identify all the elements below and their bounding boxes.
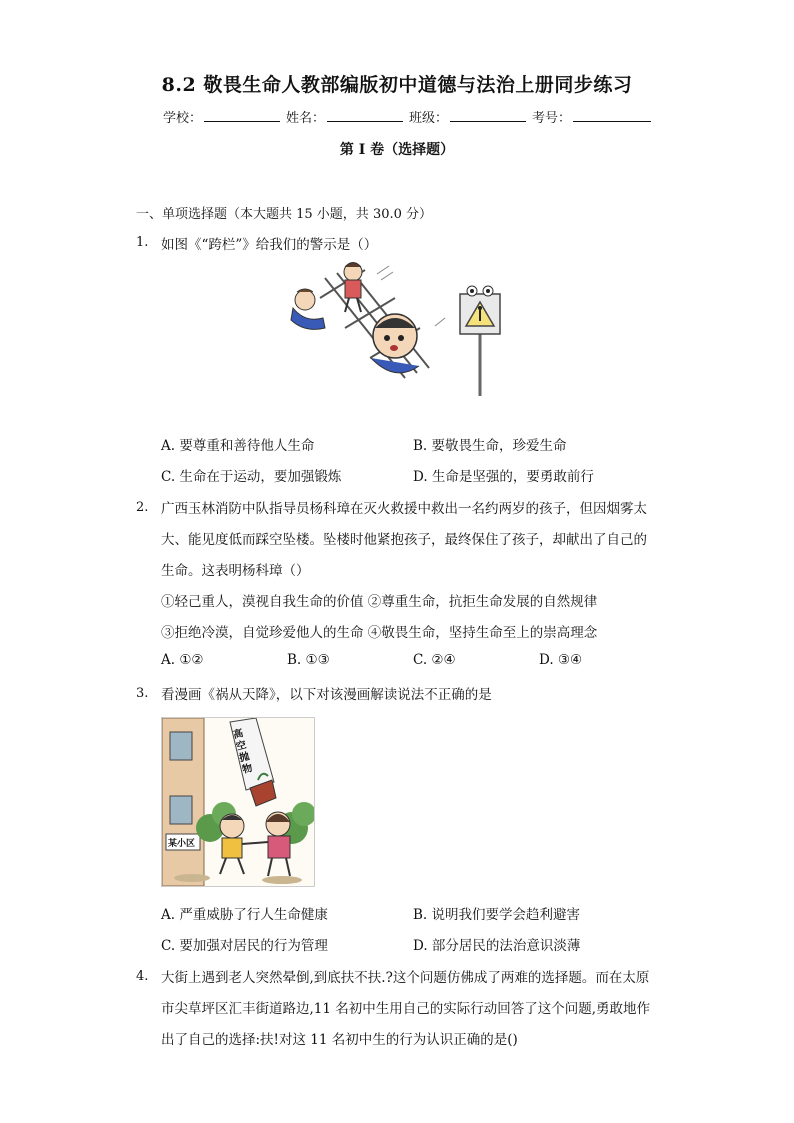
question-text-line: 广西玉林消防中队指导员杨科璋在灭火救援中救出一名约两岁的孩子，但因烟雾太 bbox=[161, 501, 647, 517]
option-b[interactable]: B. ①③ bbox=[287, 652, 330, 668]
question-number: 4. bbox=[136, 969, 149, 984]
name-label: 姓名： bbox=[286, 111, 326, 126]
question-number: 3. bbox=[136, 686, 149, 701]
question-text-line: 出了自己的选择:扶!对这 11 名初中生的行为认识正确的是() bbox=[161, 1032, 518, 1048]
option-b[interactable]: B. 要敬畏生命，珍爱生命 bbox=[413, 438, 567, 454]
option-c[interactable]: C. 生命在于运动，要加强锻炼 bbox=[161, 469, 342, 485]
document-title: 8.2 敬畏生命人教部编版初中道德与法治上册同步练习 bbox=[161, 74, 633, 96]
question-type-heading: 一、单项选择题（本大题共 15 小题，共 30.0 分） bbox=[136, 207, 433, 222]
question-text-line: 大街上遇到老人突然晕倒,到底扶不扶.?这个问题仿佛成了两难的选择题。而在太原 bbox=[161, 970, 650, 986]
name-blank[interactable] bbox=[327, 109, 403, 122]
exam-number-label: 考号： bbox=[532, 111, 572, 126]
option-a[interactable]: A. 严重威胁了行人生命健康 bbox=[161, 907, 328, 923]
option-b[interactable]: B. 说明我们要学会趋利避害 bbox=[413, 907, 581, 923]
option-d[interactable]: D. ③④ bbox=[539, 652, 583, 668]
question-statement: ①轻己重人，漠视自我生命的价值 ②尊重生命，抗拒生命发展的自然规律 bbox=[161, 594, 598, 610]
falling-object-cartoon-image bbox=[161, 717, 315, 887]
option-c[interactable]: C. ②④ bbox=[413, 652, 456, 668]
option-d[interactable]: D. 生命是坚强的，要勇敢前行 bbox=[413, 469, 594, 485]
banner-text: 高空抛物 bbox=[232, 728, 254, 777]
option-d[interactable]: D. 部分居民的法治意识淡薄 bbox=[413, 938, 581, 954]
class-label: 班级： bbox=[409, 111, 449, 126]
option-a[interactable]: A. 要尊重和善待他人生命 bbox=[161, 438, 315, 454]
question-text: 如图《“跨栏”》给我们的警示是（） bbox=[161, 237, 378, 253]
question-number: 1. bbox=[136, 235, 149, 250]
question-text-line: 生命。这表明杨科璋（） bbox=[161, 563, 310, 579]
question-number: 2. bbox=[136, 500, 149, 515]
option-a[interactable]: A. ①② bbox=[161, 652, 204, 668]
question-text-line: 大、能见度低而踩空坠楼。坠楼时他紧抱孩子，最终保住了孩子，却献出了自己的 bbox=[161, 532, 647, 548]
class-blank[interactable] bbox=[450, 109, 526, 122]
hurdle-cartoon-image bbox=[285, 258, 515, 396]
exam-number-blank[interactable] bbox=[573, 109, 651, 122]
community-sign-text: 某小区 bbox=[168, 839, 196, 849]
school-blank[interactable] bbox=[204, 109, 280, 122]
question-statement: ③拒绝冷漠，自觉珍爱他人的生命 ④敬畏生命，坚持生命至上的崇高理念 bbox=[161, 625, 598, 641]
option-c[interactable]: C. 要加强对居民的行为管理 bbox=[161, 938, 328, 954]
student-info-row bbox=[163, 107, 657, 126]
question-text-line: 市尖草坪区汇丰街道路边,11 名初中生用自己的实际行动回答了这个问题,勇敢地作 bbox=[161, 1001, 651, 1017]
question-text: 看漫画《祸从天降》，以下对该漫画解读说法不正确的是 bbox=[161, 687, 492, 703]
school-label: 学校： bbox=[163, 111, 203, 126]
section-title: 第 I 卷（选择题） bbox=[339, 142, 455, 158]
